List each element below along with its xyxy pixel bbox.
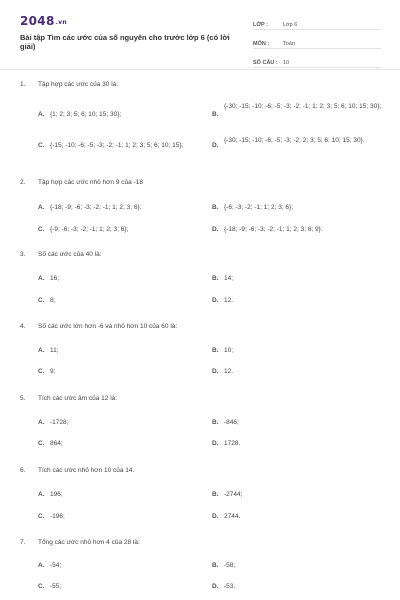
question-number: 4. xyxy=(20,323,26,330)
option-text: 9; xyxy=(50,368,56,375)
option-label: D. xyxy=(212,226,219,233)
option-text: 864; xyxy=(50,440,63,447)
option-label: B. xyxy=(212,419,219,426)
option-label: C. xyxy=(38,513,45,520)
option-label: C. xyxy=(38,583,45,590)
option-label: D. xyxy=(212,142,219,149)
question-7 xyxy=(0,538,400,598)
question-number: 6. xyxy=(20,467,26,474)
question-number: 1. xyxy=(20,81,26,88)
option-label: B. xyxy=(212,562,219,569)
option-text: -196; xyxy=(50,513,65,520)
option-text: {-6; -3; -2; -1; 1; 2; 3; 6}; xyxy=(224,204,294,211)
option-text: 8; xyxy=(50,297,56,304)
logo-main: 2048 xyxy=(20,14,55,28)
option-label: D. xyxy=(212,513,219,520)
option-label: B. xyxy=(212,347,219,354)
option-text: {-15; -10; -6; -5; -3; -2; -1; 1; 2; 3; 5; 6; 10; 15}; xyxy=(50,142,184,149)
option-text: {-18; -9; -6; -3; -2; -1; 1; 2; 3; 6}; xyxy=(50,204,142,211)
option-label: A. xyxy=(38,562,45,569)
meta-value: Lớp 6 xyxy=(283,22,298,28)
option-label: D. xyxy=(212,583,219,590)
option-label: B. xyxy=(212,491,219,498)
question-text xyxy=(20,466,400,475)
option-text: {-18; -9; -6; -3; -2; -1; 1; 2; 3; 6; 9}. xyxy=(224,226,323,233)
option-label: B. xyxy=(212,204,219,211)
question-text xyxy=(20,178,400,187)
option-label: A. xyxy=(38,347,45,354)
option-text: {-30; -15; -10; -6; -5; -3; -2; -1; 1; 2; 3; 5; 6; 10; 15; 30}; xyxy=(224,103,382,110)
meta-key: MÔN : xyxy=(253,41,270,47)
option-label: A. xyxy=(38,204,45,211)
meta-row-subject xyxy=(253,33,381,49)
question-number: 3. xyxy=(20,251,26,258)
option-text: 10; xyxy=(224,347,234,354)
question-stem: Tích các ước nhỏ hơn 10 của 14. xyxy=(38,467,135,474)
question-number: 5. xyxy=(20,395,26,402)
option-text: {-30; -15; -10; -6; -5; -3; -2; 2; 3; 5; 6; 10; 15; 30}. xyxy=(224,137,365,144)
option-text: 12. xyxy=(224,368,234,375)
option-label: A. xyxy=(38,491,45,498)
option-text: 12. xyxy=(224,297,234,304)
question-number: 2. xyxy=(20,179,26,186)
option-text: 2744. xyxy=(224,513,241,520)
question-stem: Tập hợp các ước nhỏ hơn 9 của -18 xyxy=(38,179,143,186)
page-title: Bài tập Tìm các ước của số nguyên cho trước lớp 6 (có lời giải) xyxy=(20,33,230,51)
option-label: C. xyxy=(38,368,45,375)
question-stem: Tích các ước âm của 12 là: xyxy=(38,395,118,402)
option-text: 11; xyxy=(50,347,59,354)
question-6 xyxy=(0,466,400,538)
question-3 xyxy=(0,250,400,322)
option-text: -55; xyxy=(50,583,62,590)
question-list xyxy=(0,80,400,598)
option-text: 196; xyxy=(50,491,63,498)
option-label: D. xyxy=(212,297,219,304)
question-2 xyxy=(0,178,400,250)
option-text: -2744; xyxy=(224,491,243,498)
meta-row-count xyxy=(253,52,381,68)
question-text xyxy=(20,80,400,89)
question-5 xyxy=(0,394,400,466)
meta-value: 10 xyxy=(283,60,290,66)
question-text xyxy=(20,322,400,331)
option-label: B. xyxy=(212,275,219,282)
question-1 xyxy=(0,80,400,156)
option-text: -54; xyxy=(50,562,62,569)
meta-row-class xyxy=(253,14,381,30)
question-number: 7. xyxy=(20,539,26,546)
option-text: -58; xyxy=(224,562,236,569)
meta-key: SỐ CÂU : xyxy=(253,60,278,66)
option-label: C. xyxy=(38,226,45,233)
option-label: C. xyxy=(38,142,45,149)
option-text: 16; xyxy=(50,275,60,282)
logo-suffix: .vn xyxy=(55,19,67,26)
option-label: A. xyxy=(38,275,45,282)
question-text xyxy=(20,394,400,403)
header-divider xyxy=(0,69,400,70)
question-stem: Tổng các ước nhỏ hơn 4 của 28 là: xyxy=(38,539,140,546)
option-text: -53. xyxy=(224,583,236,590)
option-text: -846; xyxy=(224,419,239,426)
question-stem: Số các ước lớn hơn -6 và nhỏ hơn 10 của 60 là: xyxy=(38,323,178,330)
option-label: A. xyxy=(38,419,45,426)
question-stem: Số các ước của 40 là: xyxy=(38,251,102,258)
page-header xyxy=(0,0,400,66)
option-text: {1; 2; 3; 5; 6; 10; 15; 30}; xyxy=(50,111,122,118)
meta-key: LỚP : xyxy=(253,22,268,28)
question-4 xyxy=(0,322,400,394)
option-text: 1728. xyxy=(224,440,241,447)
option-text: 14; xyxy=(224,275,234,282)
option-label: C. xyxy=(38,297,45,304)
site-logo[interactable] xyxy=(20,14,67,28)
option-label: D. xyxy=(212,368,219,375)
meta-value: Toán xyxy=(283,41,295,47)
option-text: {-9; -6; -3; -2; -1; 1; 2; 3; 6}; xyxy=(50,226,129,233)
option-label: A. xyxy=(38,111,45,118)
option-label: D. xyxy=(212,440,219,447)
question-stem: Tập hợp các ước của 30 là: xyxy=(38,81,119,88)
question-text xyxy=(20,250,400,259)
question-text xyxy=(20,538,400,547)
option-label: C. xyxy=(38,440,45,447)
meta-info xyxy=(253,14,381,71)
option-text: -1728; xyxy=(50,419,69,426)
option-label: B. xyxy=(212,111,219,118)
